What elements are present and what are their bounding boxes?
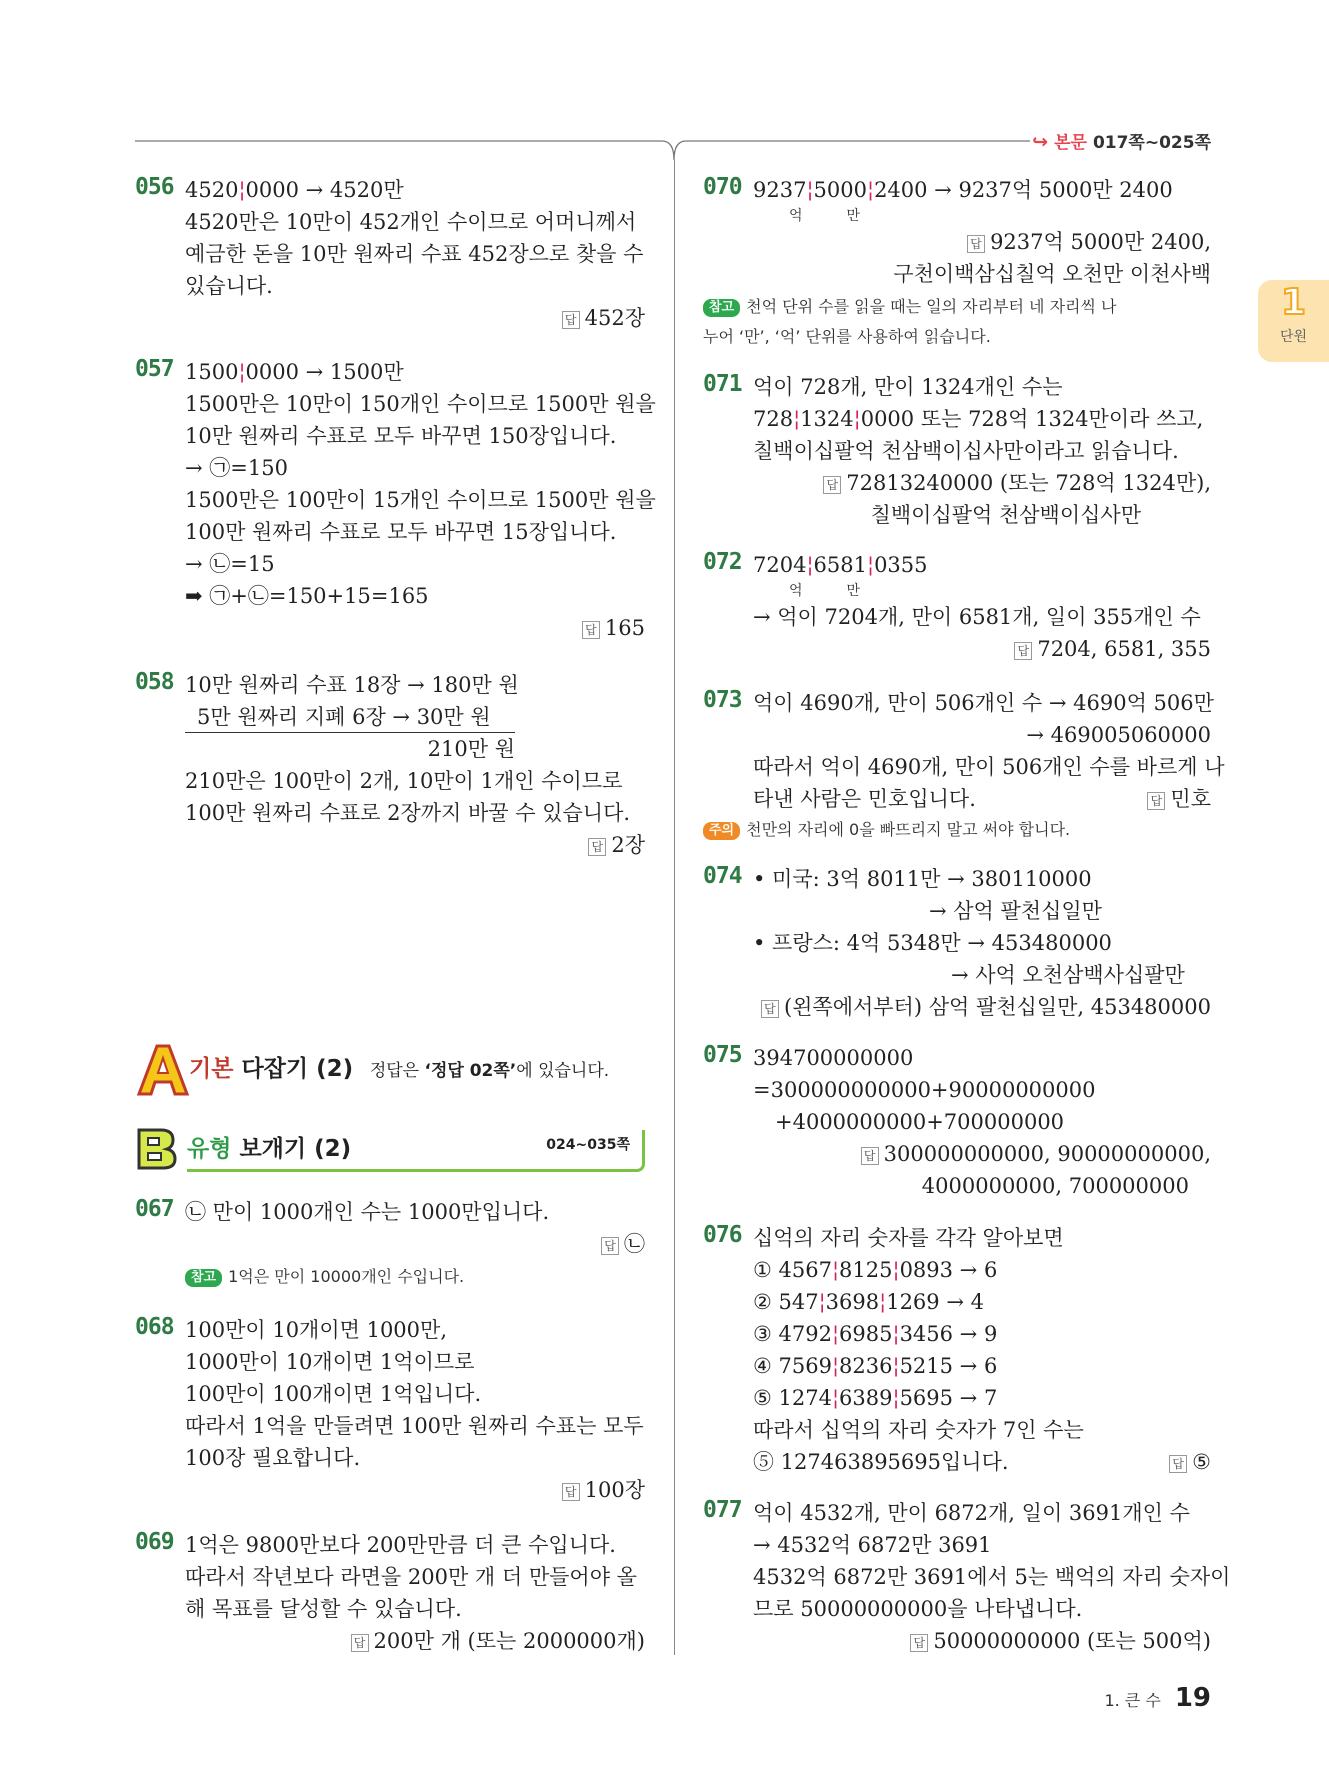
line: 728¦1324¦0000 또는 728억 1324만이라 쓰고,: [753, 407, 1204, 431]
problem-057: [135, 356, 656, 644]
line: → 4532억 6872만 3691: [753, 1533, 992, 1557]
problem-number: 076: [703, 1222, 742, 1248]
line: 따라서 억이 4690개, 만이 506개인 수를 바르게 나: [753, 755, 1225, 779]
line: • 프랑스: 4억 5348만 → 453480000: [753, 931, 1112, 955]
group-separator: ¦: [853, 407, 861, 431]
answer-mark: 답: [562, 1483, 580, 1501]
line: 10만 원짜리 수표 18장 → 180만 원: [185, 673, 519, 697]
section-a-title: 다잡기 (2): [233, 1056, 354, 1082]
group-separator: ¦: [238, 360, 246, 384]
line: 억이 4690개, 만이 506개인 수 → 4690억 506만: [753, 691, 1214, 715]
line: 9237¦5000¦2400 → 9237억 5000만 2400: [753, 178, 1173, 202]
problem-058: [135, 669, 645, 861]
line-sum: 210만 원: [427, 737, 515, 761]
page-header: [1032, 128, 1211, 153]
note-cont: 누어 ‘만’, ‘억’ 단위를 사용하여 읽습니다.: [703, 327, 991, 346]
line: +4000000000+700000000: [775, 1110, 1065, 1134]
section-b-title: 보개기 (2): [231, 1136, 352, 1162]
answer: 답 (왼쪽에서부터) 삼억 팔천십일만, 453480000: [753, 991, 1211, 1023]
group-separator: ¦: [831, 1386, 840, 1410]
line: 10만 원짜리 수표로 모두 바꾸면 150장입니다.: [185, 424, 617, 448]
page-number: 19: [1174, 1683, 1211, 1713]
line: 100만이 10개이면 1000만,: [185, 1318, 447, 1342]
unit-label: 단원: [1279, 329, 1308, 345]
section-b-icon: [135, 1126, 179, 1172]
problem-number: 075: [703, 1042, 742, 1068]
place-labels: 억 만: [789, 208, 861, 224]
line: → ㉡=15: [185, 552, 275, 576]
problem-number: 077: [703, 1497, 742, 1523]
answer: 답 165: [185, 612, 645, 644]
line: 100만 원짜리 수표로 모두 바꾸면 15장입니다.: [185, 520, 617, 544]
answer: 답 2장: [185, 829, 645, 861]
problem-073: [703, 687, 1225, 845]
line: 1억은 9800만보다 200만만큼 더 큰 수입니다.: [185, 1533, 616, 1557]
line: 따라서 작년보다 라면을 200만 개 더 만들어야 올: [185, 1565, 637, 1589]
problem-068: [135, 1314, 645, 1506]
note-badge: 주의: [703, 822, 740, 840]
answer: 답 100장: [185, 1474, 645, 1506]
line: ⑤ 127463895695입니다. 답 ⑤: [753, 1446, 1211, 1478]
line: 1500만은 10만이 150개인 수이므로 1500만 원을: [185, 392, 656, 416]
section-a-icon: [135, 1042, 189, 1098]
line: 5만 원짜리 지폐 6장 → 30만 원: [185, 701, 515, 733]
answer-mark: 답: [910, 1634, 928, 1652]
group-separator: ¦: [238, 178, 246, 202]
problem-number: 073: [703, 687, 742, 713]
problem-072: [703, 549, 1211, 665]
answer: 답 ㉡: [185, 1228, 645, 1260]
group-separator: ¦: [806, 553, 814, 577]
section-a-title-accent: 기본: [189, 1056, 234, 1082]
problem-056: [135, 174, 645, 334]
group-separator: ¦: [831, 1258, 840, 1282]
problem-number: 058: [135, 669, 174, 695]
place-labels: 억 만: [789, 583, 861, 599]
option-4: ④ 7569¦8236¦5215 → 6: [753, 1354, 998, 1378]
group-separator: ¦: [866, 553, 875, 577]
line: 4520만은 10만이 452개인 수이므로 어머니께서: [185, 210, 637, 234]
problem-number: 067: [135, 1196, 174, 1222]
group-separator: ¦: [892, 1322, 900, 1346]
problem-number: 056: [135, 174, 174, 200]
answer-line: 칠백이십팔억 천삼백이십사만: [870, 503, 1141, 527]
answer-mark: 답: [562, 311, 580, 329]
column-divider: [674, 160, 675, 1655]
line: → 469005060000: [1026, 723, 1211, 747]
group-separator: ¦: [818, 1290, 826, 1314]
group-separator: ¦: [892, 1386, 900, 1410]
line: 1500만은 100만이 15개인 수이므로 1500만 원을: [185, 488, 656, 512]
problem-number: 057: [135, 356, 174, 382]
problem-number: 070: [703, 174, 742, 200]
group-separator: ¦: [806, 178, 814, 202]
line: 예금한 돈을 10만 원짜리 수표 452장으로 찾을 수: [185, 242, 644, 266]
option-2: ② 547¦3698¦1269 → 4: [753, 1290, 984, 1314]
answer: 답 300000000000, 90000000000,: [753, 1138, 1211, 1170]
problem-074: [703, 863, 1211, 1023]
answer: 답 ⑤: [1169, 1446, 1211, 1478]
line: 므로 50000000000을 나타냅니다.: [753, 1597, 1083, 1621]
footer-chapter: 1. 큰 수: [1104, 1691, 1161, 1710]
line: → 삼억 팔천십일만: [929, 899, 1102, 923]
answer: 답 9237억 5000만 2400,: [753, 226, 1211, 258]
line: 4520¦0000 → 4520만: [185, 178, 404, 202]
problem-number: 071: [703, 371, 742, 397]
line: 있습니다.: [185, 274, 273, 298]
line: 억이 4532개, 만이 6872개, 일이 3691개인 수: [753, 1501, 1190, 1525]
answer-mark: 답: [601, 1237, 619, 1255]
problem-067: [135, 1196, 645, 1292]
answer: 답 72813240000 (또는 728억 1324만),: [753, 467, 1211, 499]
note: 참고 천억 단위 수를 읽을 때는 일의 자리부터 네 자리씩 나: [703, 292, 1211, 322]
section-a-sub: 정답은 ‘정답 02쪽’에 있습니다.: [369, 1061, 610, 1081]
line: 따라서 1억을 만들려면 100만 원짜리 수표는 모두: [185, 1414, 644, 1438]
note: 참고 1억은 만이 10000개인 수입니다.: [185, 1262, 645, 1292]
answer-mark: 답: [582, 621, 600, 639]
group-separator: ¦: [879, 1290, 887, 1314]
line: 십억의 자리 숫자를 각각 알아보면: [753, 1226, 1064, 1250]
answer-mark: 답: [588, 838, 606, 856]
header-label: 본문: [1054, 133, 1087, 153]
line: ㉡ 만이 1000개인 수는 1000만입니다.: [185, 1200, 550, 1224]
line: 7204¦6581¦0355: [753, 553, 928, 577]
answer-mark: 답: [1014, 642, 1032, 660]
answer: 답 200만 개 (또는 2000000개): [185, 1625, 645, 1657]
line: 100장 필요합니다.: [185, 1446, 361, 1470]
line: 1000만이 10개이면 1억이므로: [185, 1350, 475, 1374]
line: 4532억 6872만 3691에서 5는 백억의 자리 숫자이: [753, 1565, 1231, 1589]
header-range: 017쪽~025쪽: [1092, 133, 1211, 153]
unit-tab: [1258, 280, 1329, 362]
answer-mark: 답: [861, 1147, 879, 1165]
unit-number: 1: [1280, 282, 1307, 323]
problem-077: [703, 1497, 1231, 1657]
line: → ㉠=150: [185, 456, 288, 480]
problem-number: 072: [703, 549, 742, 575]
problem-075: [703, 1042, 1211, 1202]
answer-mark: 답: [1147, 792, 1165, 810]
answer-mark: 답: [1169, 1455, 1187, 1473]
line: 394700000000: [753, 1046, 914, 1070]
note-badge: 참고: [185, 1269, 222, 1287]
line: ➡ ㉠+㉡=150+15=165: [185, 584, 429, 608]
answer-mark: 답: [967, 235, 985, 253]
group-separator: ¦: [831, 1354, 840, 1378]
note: 주의 천만의 자리에 0을 빠뜨리지 말고 써야 합니다.: [703, 815, 1211, 845]
problem-071: [703, 371, 1211, 531]
problem-number: 068: [135, 1314, 174, 1340]
line: 칠백이십팔억 천삼백이십사만이라고 읽습니다.: [753, 439, 1179, 463]
answer-mark: 답: [351, 1634, 369, 1652]
line: =300000000000+90000000000: [753, 1078, 1096, 1102]
group-separator: ¦: [793, 407, 801, 431]
problem-number: 069: [135, 1529, 174, 1555]
option-1: ① 4567¦8125¦0893 → 6: [753, 1258, 998, 1282]
group-separator: ¦: [892, 1354, 900, 1378]
answer-mark: 답: [761, 1000, 779, 1018]
problem-069: [135, 1529, 645, 1657]
group-separator: ¦: [866, 178, 875, 202]
note-badge: 참고: [703, 299, 740, 317]
option-5: ⑤ 1274¦6389¦5695 → 7: [753, 1386, 998, 1410]
problem-number: 074: [703, 863, 742, 889]
section-b-pages: 024~035쪽: [546, 1137, 630, 1153]
line: 100만이 100개이면 1억입니다.: [185, 1382, 482, 1406]
answer: 답 7204, 6581, 355: [753, 633, 1211, 665]
line: 1500¦0000 → 1500만: [185, 360, 404, 384]
line: 100만 원짜리 수표로 2장까지 바꿀 수 있습니다.: [185, 801, 631, 825]
line: • 미국: 3억 8011만 → 380110000: [753, 867, 1092, 891]
section-a-heading: [135, 1042, 655, 1098]
answer-line: 4000000000, 700000000: [921, 1174, 1189, 1198]
group-separator: ¦: [831, 1322, 840, 1346]
answer-mark: 답: [823, 476, 841, 494]
line: → 억이 7204개, 만이 6581개, 일이 355개인 수: [753, 605, 1201, 629]
line: 210만은 100만이 2개, 10만이 1개인 수이므로: [185, 769, 623, 793]
line: 타낸 사람은 민호입니다. 답 민호: [753, 783, 1211, 815]
group-separator: ¦: [892, 1258, 900, 1282]
arrow-icon: ↪: [1032, 131, 1049, 153]
page-footer: [1104, 1683, 1211, 1713]
answer: 답 민호: [1147, 783, 1211, 815]
line: → 사억 오천삼백사십팔만: [951, 963, 1185, 987]
option-3: ③ 4792¦6985¦3456 → 9: [753, 1322, 998, 1346]
section-b-heading: [135, 1124, 645, 1176]
answer: 답 50000000000 (또는 500억): [753, 1625, 1211, 1657]
line: 따라서 십억의 자리 숫자가 7인 수는: [753, 1418, 1084, 1442]
problem-076: [703, 1222, 1211, 1478]
problem-070: [703, 174, 1211, 352]
section-b-title-accent: 유형: [187, 1136, 232, 1162]
line: 억이 728개, 만이 1324개인 수는: [753, 375, 1063, 399]
answer-line: 구천이백삼십칠억 오천만 이천사백: [893, 262, 1211, 286]
line: 해 목표를 달성할 수 있습니다.: [185, 1597, 462, 1621]
answer: 답 452장: [185, 302, 645, 334]
